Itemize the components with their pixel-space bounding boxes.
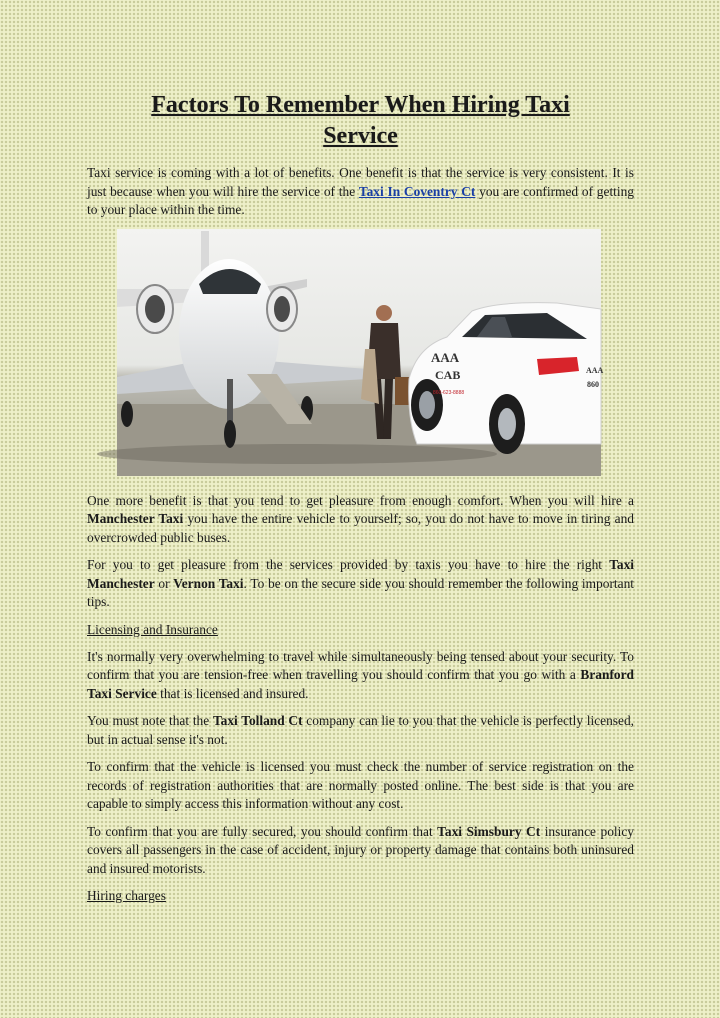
paragraph-security: [87, 648, 634, 704]
paragraph-insurance-text-end: insurance policy covers all passengers in the case of accident, injury or property damage that contains both uninsured and insured motorists.: [87, 823, 634, 876]
paragraph-intro-text-end: you are confirmed of getting to your place within the time.: [87, 183, 634, 217]
taxi-manchester-bold: Taxi Manchester: [87, 557, 634, 591]
car-text-860: 860: [587, 379, 599, 389]
taxi-tolland-bold: Taxi Tolland Ct: [212, 713, 303, 728]
paragraph-registration: To confirm that the vehicle is licensed you must check the number of service registration on the records of registration authorities that are normally posted online. The best side is that you are capable to simply access this information without any cost.: [87, 759, 634, 811]
paragraph-hire-right: [87, 556, 634, 612]
paragraph-tolland-text-end: company can lie to you that the vehicle is perfectly licensed, but in actual sense it's not.: [87, 713, 635, 747]
title-line-2: Service: [323, 123, 398, 149]
car-text-cab: CAB: [435, 367, 461, 382]
branford-taxi-bold: Branford Taxi Service: [87, 667, 634, 701]
car-text-phone: 860-623-8888: [433, 389, 465, 396]
paragraph-comfort: [87, 492, 634, 548]
paragraph-tolland-text: You must note that the: [87, 713, 213, 728]
paragraph-insurance-text: To confirm that you are fully secured, you should confirm that: [87, 823, 438, 839]
paragraph-comfort-text-end: you have the entire vehicle to yourself; so, you do not have to move in tiring and overcrowded public buses.: [87, 511, 634, 545]
paragraph-hire-right-text: For you to get pleasure from the services provided by taxis you have to hire the right: [87, 557, 610, 572]
car-text-aaa-rear: AAA: [586, 365, 604, 375]
paragraph-hire-right-text-end: . To be on the secure side you should remember the following important tips.: [87, 575, 634, 609]
paragraph-hire-right-or: or: [154, 575, 174, 591]
paragraph-intro: [87, 164, 634, 220]
paragraph-security-text: It's normally very overwhelming to travel while simultaneously being tensed about your security. To confirm that you are tension-free when travelling you should confirm that you go with a: [87, 648, 634, 682]
car-text-aaa: AAA: [431, 349, 460, 365]
manchester-taxi-bold: Manchester Taxi: [87, 511, 184, 526]
paragraph-insurance: [87, 823, 634, 879]
jet-and-taxi-photo: [117, 229, 604, 476]
document-page: [87, 90, 634, 914]
paragraph-security-text-end: that is licensed and insured.: [156, 685, 309, 701]
taxi-coventry-link[interactable]: Taxi In Coventry Ct: [358, 183, 476, 199]
paragraph-tolland: [87, 712, 634, 749]
title-line-1: Factors To Remember When Hiring Taxi: [151, 92, 570, 118]
heading-licensing-insurance: Licensing and Insurance: [87, 621, 218, 637]
heading-hiring-charges: Hiring charges: [87, 888, 166, 903]
page-title: [87, 90, 634, 152]
paragraph-intro-text: Taxi service is coming with a lot of benefits. One benefit is that the service is very consistent. It is just because when you will hire the service of the: [87, 165, 634, 199]
paragraph-comfort-text: One more benefit is that you tend to get pleasure from enough comfort. When you will hire a: [87, 492, 634, 508]
vernon-taxi-bold: Vernon Taxi: [173, 575, 244, 591]
taxi-simsbury-bold: Taxi Simsbury Ct: [437, 823, 541, 839]
